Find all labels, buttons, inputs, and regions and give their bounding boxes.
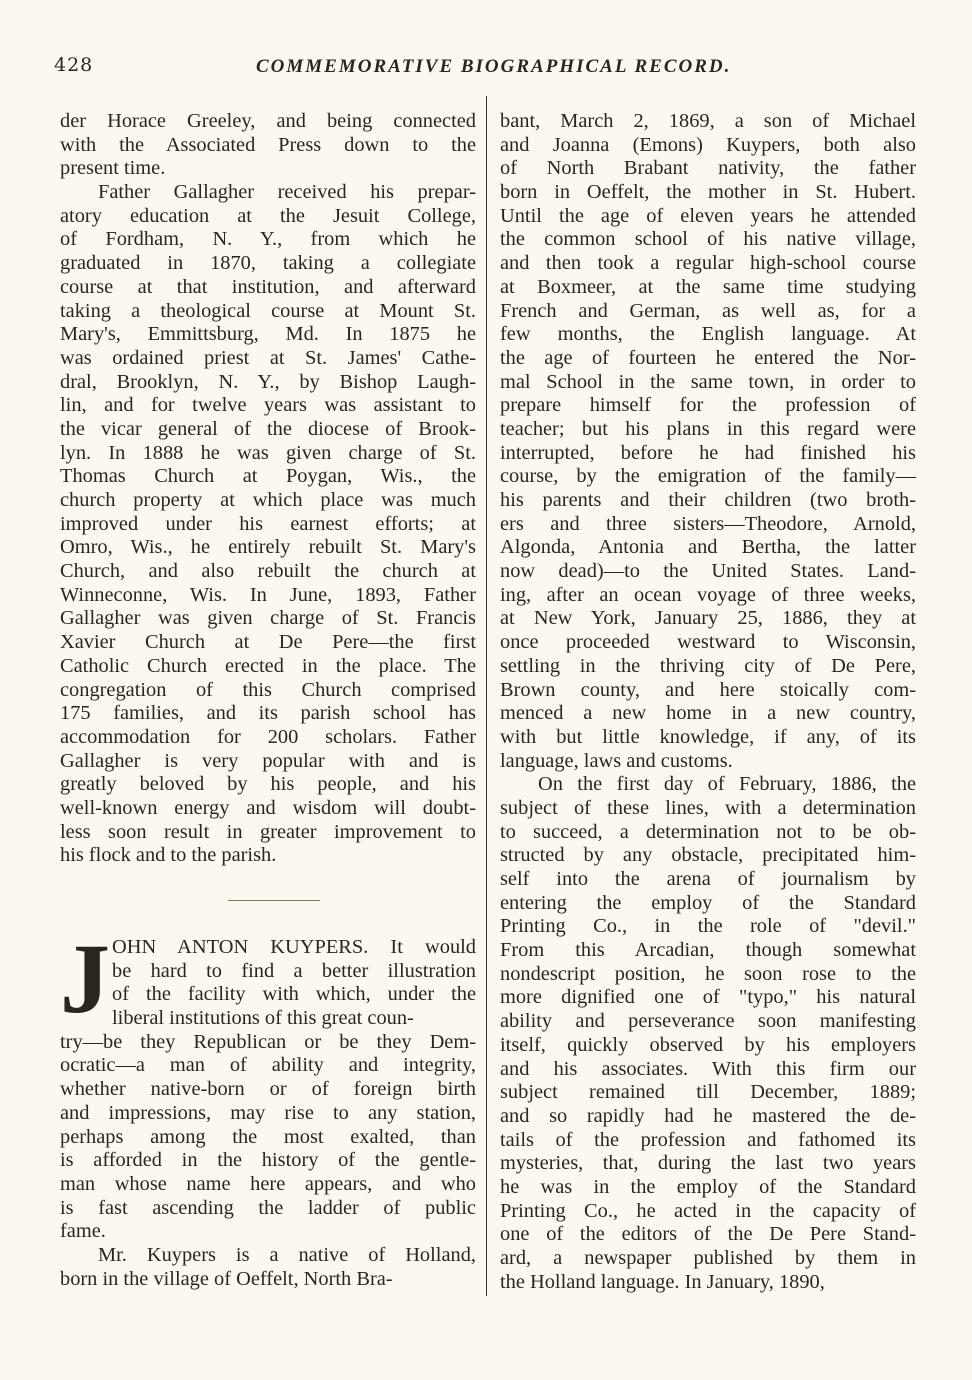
text-line: Xavier Church at De Pere—the first	[60, 631, 476, 654]
kuypers-intro	[60, 1031, 476, 1244]
text-line: try—be they Republican or be they Dem-	[60, 1030, 476, 1053]
paragraph-journalism	[500, 773, 916, 1294]
text-line: liberal institutions of this great coun-	[112, 1007, 414, 1030]
text-line: few months, the English language. At	[500, 323, 916, 346]
text-line: Brown county, and here stoically com-	[500, 678, 916, 701]
right-column	[500, 110, 916, 1294]
text-line: language, laws and customs.	[500, 749, 733, 772]
text-line: once proceeded westward to Wisconsin,	[500, 631, 916, 654]
text-line: Printing Co., in the role of "devil."	[500, 915, 916, 938]
text-line: teacher; but his plans in this regard were	[500, 417, 916, 440]
text-line: On the first day of February, 1886, the	[538, 773, 916, 796]
text-line: lin, and for twelve years was assistant to	[60, 394, 476, 417]
text-line: der Horace Greeley, and being connected	[60, 110, 476, 132]
left-column	[60, 110, 476, 868]
text-line: French and German, as well as, for a	[500, 299, 916, 322]
text-line: to succeed, a determination not to be ob-	[500, 820, 916, 843]
text-line: of the facility with which, under the	[112, 983, 476, 1006]
page-number: 428	[54, 54, 94, 76]
text-line: was ordained priest at St. James' Cathe-	[60, 346, 476, 369]
text-line: nondescript position, he soon rose to the	[500, 962, 916, 985]
text-line: the Holland language. In January, 1890,	[500, 1270, 825, 1293]
text-line: taking a theological course at Mount St.	[60, 299, 476, 322]
text-line: settling in the thriving city of De Pere,	[500, 654, 916, 677]
text-line: subject of these lines, with a determination	[500, 796, 916, 819]
text-line: Mary's, Emmittsburg, Md. In 1875 he	[60, 323, 476, 346]
text-line: From this Arcadian, though somewhat	[500, 939, 916, 962]
text-line: with the Associated Press down to the	[60, 133, 476, 156]
column-divider	[486, 96, 487, 1296]
text-line: Gallagher was given charge of St. Francis	[60, 607, 476, 630]
text-line: and impressions, may rise to any station,	[60, 1101, 476, 1124]
kuypers-native	[60, 1244, 476, 1291]
text-line: graduated in 1870, taking a collegiate	[60, 252, 476, 275]
text-line: entering the employ of the Standard	[500, 891, 916, 914]
text-line: present time.	[60, 157, 166, 180]
paragraph-gallagher	[60, 181, 476, 868]
text-line: mal School in the same town, in order to	[500, 370, 916, 393]
text-line: be hard to find a better illustration	[112, 959, 476, 982]
text-line: OHN ANTON KUYPERS. It would	[112, 936, 476, 958]
text-line: at New York, January 25, 1886, they at	[500, 607, 916, 630]
text-line: itself, quickly observed by his employers	[500, 1033, 916, 1056]
text-line: Printing Co., he acted in the capacity of	[500, 1199, 916, 1222]
text-line: church property at which place was much	[60, 489, 476, 511]
text-line: dral, Brooklyn, N. Y., by Bishop Laugh-	[60, 370, 476, 393]
text-line: Mr. Kuypers is a native of Holland,	[98, 1243, 476, 1266]
text-line: of Fordham, N. Y., from which he	[60, 228, 476, 251]
text-line: structed by any obstacle, precipitated him-	[500, 844, 916, 867]
text-line: 175 families, and its parish school has	[60, 702, 476, 725]
text-line: fame.	[60, 1220, 106, 1243]
text-line: prepare himself for the profession of	[500, 394, 916, 417]
text-line: menced a new home in a new country,	[500, 702, 916, 725]
text-line: and Joanna (Emons) Kuypers, both also	[500, 133, 916, 156]
text-line: ing, after an ocean voyage of three weeks,	[500, 583, 916, 606]
text-line: mysteries, that, during the last two years	[500, 1152, 916, 1175]
text-line: of North Brabant nativity, the father	[500, 157, 916, 180]
text-line: self into the arena of journalism by	[500, 868, 916, 890]
text-line: man whose name here appears, and who	[60, 1172, 476, 1195]
text-line: at Boxmeer, at the same time studying	[500, 275, 916, 298]
text-line: congregation of this Church comprised	[60, 678, 476, 701]
text-line: Algonda, Antonia and Bertha, the latter	[500, 536, 916, 559]
text-line: and so rapidly had he mastered the de-	[500, 1104, 916, 1127]
text-line: ers and three sisters—Theodore, Arnold,	[500, 512, 916, 535]
kuypers-article	[60, 923, 476, 1291]
paragraph-greeley	[60, 110, 476, 181]
text-line: Omro, Wis., he entirely rebuilt St. Mary's	[60, 536, 476, 559]
text-line: born in Oeffelt, the mother in St. Hubert.	[500, 181, 916, 204]
paragraph-birth	[500, 110, 916, 773]
text-line: whether native-born or of foreign birth	[60, 1078, 476, 1101]
text-line: and his associates. With this firm our	[500, 1057, 916, 1080]
text-line: his flock and to the parish.	[60, 844, 277, 867]
text-line: Church, and also rebuilt the church at	[60, 560, 476, 583]
text-line: improved under his earnest efforts; at	[60, 512, 476, 535]
text-line: interrupted, before he had finished his	[500, 441, 916, 464]
text-line: the vicar general of the diocese of Brook-	[60, 417, 476, 440]
text-line: his parents and their children (two broth-	[500, 489, 916, 511]
text-line: now dead)—to the United States. Land-	[500, 560, 916, 583]
text-line: with but little knowledge, if any, of its	[500, 725, 916, 748]
text-line: accommodation for 200 scholars. Father	[60, 725, 476, 748]
text-line: more dignified one of "typo," his natural	[500, 986, 916, 1009]
text-line: and then took a regular high-school course	[500, 252, 916, 275]
section-separator	[228, 900, 320, 901]
text-line: he was in the employ of the Standard	[500, 1175, 916, 1198]
text-line: Catholic Church erected in the place. The	[60, 654, 476, 677]
text-line: well-known energy and wisdom will doubt-	[60, 796, 476, 819]
kuypers-intro-cap	[60, 923, 476, 1034]
text-line: ard, a newspaper published by them in	[500, 1247, 916, 1269]
text-line: Until the age of eleven years he attended	[500, 204, 916, 227]
text-line: bant, March 2, 1869, a son of Michael	[500, 110, 916, 132]
text-line: subject remained till December, 1889;	[500, 1081, 916, 1104]
text-line: less soon result in greater improvement to	[60, 820, 476, 843]
text-line: Father Gallagher received his prepar-	[98, 181, 476, 204]
text-line: atory education at the Jesuit College,	[60, 204, 476, 227]
text-line: Winneconne, Wis. In June, 1893, Father	[60, 583, 476, 606]
running-title: COMMEMORATIVE BIOGRAPHICAL RECORD.	[256, 56, 732, 77]
text-line: ocratic—a man of ability and integrity,	[60, 1054, 476, 1077]
text-line: Gallagher is very popular with and is	[60, 749, 476, 772]
text-line: the common school of his native village,	[500, 228, 916, 251]
text-line: the age of fourteen he entered the Nor-	[500, 346, 916, 369]
text-line: ability and perseverance soon manifesting	[500, 1010, 916, 1033]
text-line: tails of the profession and fathomed its	[500, 1128, 916, 1151]
text-line: greatly beloved by his people, and his	[60, 773, 476, 796]
text-line: is afforded in the history of the gentle-	[60, 1149, 476, 1172]
text-line: born in the village of Oeffelt, North Bra-	[60, 1267, 393, 1290]
text-line: course at that institution, and afterward	[60, 275, 476, 298]
text-line: perhaps among the most exalted, than	[60, 1125, 476, 1148]
text-line: course, by the emigration of the family—	[500, 465, 916, 488]
text-line: Thomas Church at Poygan, Wis., the	[60, 465, 476, 488]
text-line: is fast ascending the ladder of public	[60, 1196, 476, 1219]
text-line: one of the editors of the De Pere Stand-	[500, 1223, 916, 1246]
text-line: lyn. In 1888 he was given charge of St.	[60, 441, 476, 464]
drop-cap: J	[60, 923, 110, 1034]
